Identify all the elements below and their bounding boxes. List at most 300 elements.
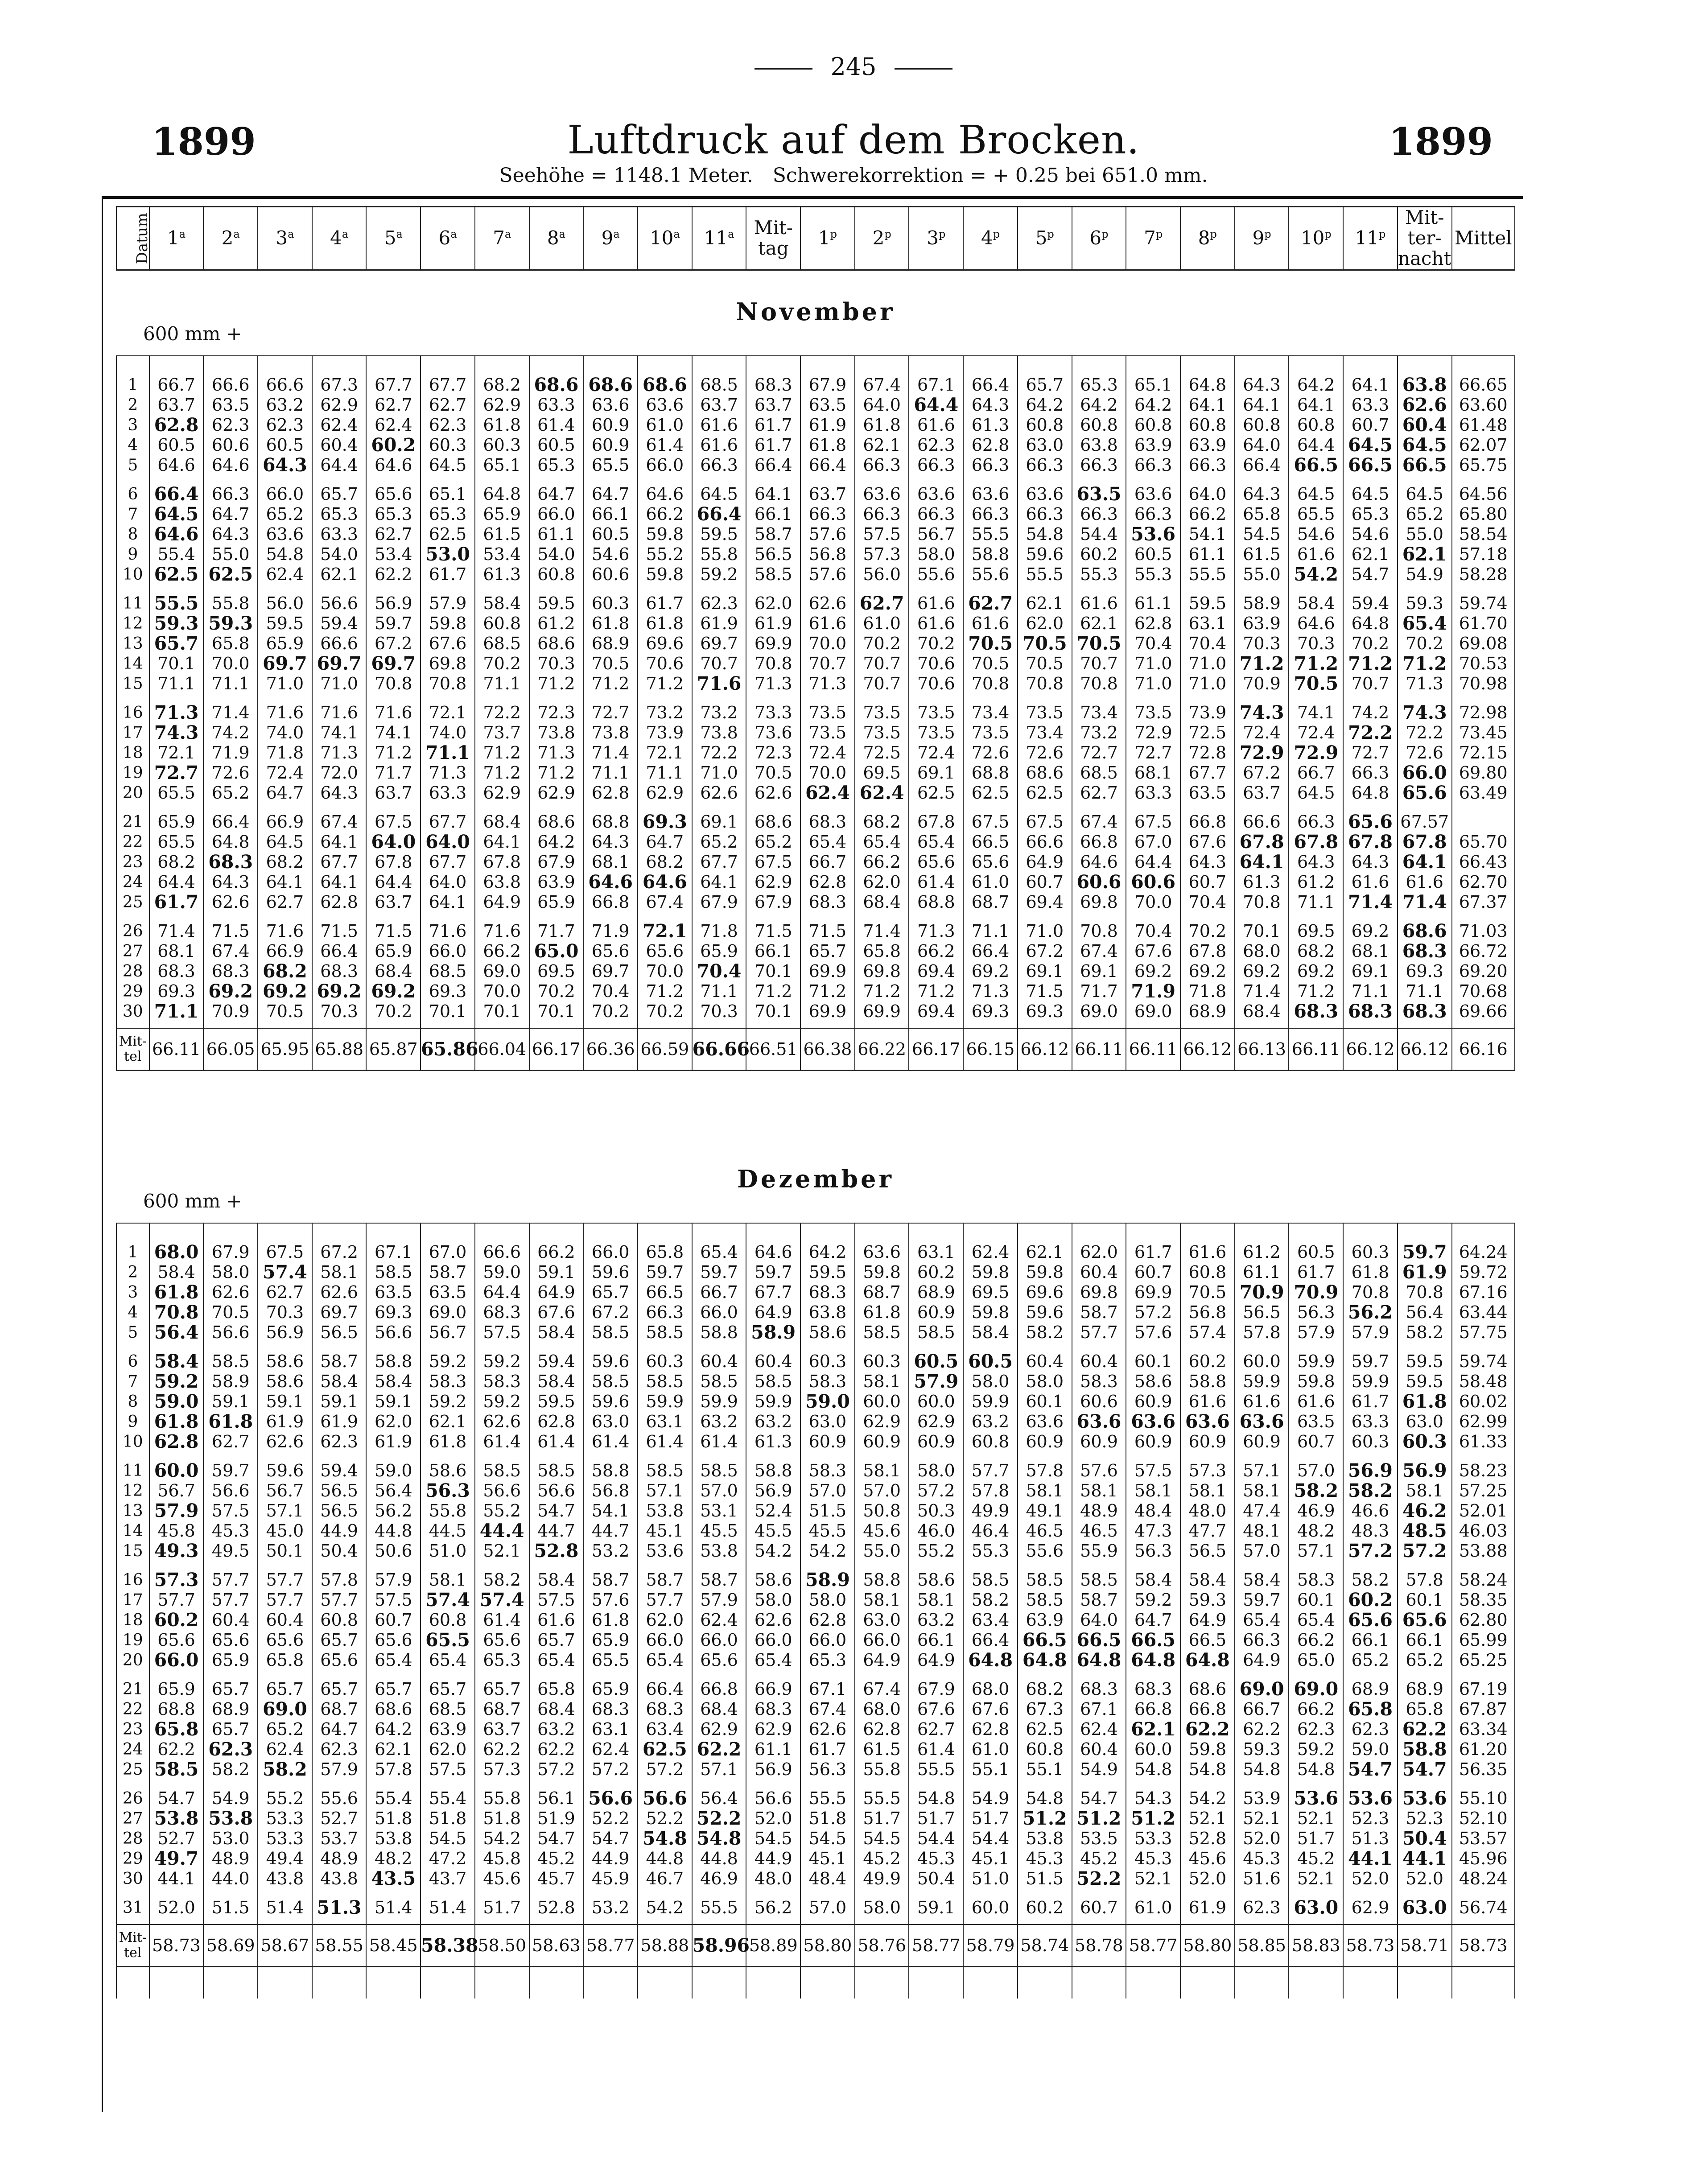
data-cell	[855, 1786, 909, 1895]
value: 69.9	[808, 961, 847, 981]
page-number: 245	[0, 53, 1707, 81]
day-number: 29	[122, 1849, 143, 1868]
value: 61.8	[863, 415, 901, 435]
value: 68.9	[1406, 1679, 1443, 1699]
value: 57.7	[646, 1590, 684, 1610]
value: 60.3	[1351, 1431, 1390, 1451]
value: 58.8	[375, 1351, 412, 1371]
data-cell	[746, 1786, 800, 1895]
value: 71.5	[808, 921, 847, 941]
value: 71.9	[211, 742, 250, 762]
value: 62.70	[1459, 872, 1508, 892]
value: 68.5	[1080, 762, 1118, 783]
data-cell	[909, 919, 963, 1028]
data-cell	[1343, 1240, 1398, 1349]
value: 66.5	[1402, 454, 1447, 476]
value: 60.5	[266, 435, 304, 455]
data-cell	[963, 482, 1018, 591]
value: 66.8	[700, 1679, 738, 1699]
data-cell	[583, 591, 638, 700]
data-cell	[963, 1677, 1018, 1786]
value: 64.6	[375, 455, 412, 475]
value: 69.2	[1297, 961, 1335, 981]
value: 50.1	[266, 1541, 304, 1561]
value: 56.9	[375, 593, 412, 613]
value: 62.3	[320, 1431, 358, 1451]
value: 48.24	[1459, 1868, 1508, 1888]
data-cell	[1398, 482, 1452, 591]
value: 60.5	[1297, 1242, 1335, 1262]
value: 62.2	[1243, 1719, 1281, 1739]
value: 47.3	[1134, 1521, 1172, 1541]
value: 66.1	[754, 504, 792, 524]
value: 62.4	[1080, 1719, 1118, 1739]
data-cell	[800, 1786, 855, 1895]
value: 67.4	[320, 812, 358, 832]
data-cell	[149, 1458, 204, 1567]
value: 62.1	[320, 564, 358, 584]
value: 70.7	[863, 653, 901, 673]
value: 56.2	[1348, 1301, 1393, 1323]
value: 69.0	[1239, 1678, 1284, 1700]
value: 63.5	[1076, 483, 1122, 505]
value: 56.6	[588, 1787, 633, 1809]
value: 60.4	[754, 1351, 792, 1371]
value: 62.4	[320, 415, 358, 435]
value: 65.3	[1080, 375, 1118, 395]
value: 59.1	[537, 1262, 575, 1282]
value: 63.6	[917, 484, 955, 504]
value: 65.0	[1297, 1650, 1335, 1670]
day-cell	[116, 1458, 149, 1567]
value: 62.1	[1351, 544, 1390, 564]
data-cell	[583, 1677, 638, 1786]
value: 55.5	[700, 1897, 738, 1917]
value: 59.5	[266, 613, 304, 633]
column-header: Mit- ter- nacht	[1398, 206, 1451, 270]
value: 70.4	[1134, 633, 1172, 653]
value: 61.1	[537, 524, 575, 544]
value: 63.9	[1188, 435, 1227, 455]
data-cell	[638, 372, 692, 482]
column-header: 1$^a$	[149, 207, 204, 270]
value: 65.6	[483, 1630, 521, 1650]
value: 60.9	[1134, 1431, 1172, 1451]
value: 69.6	[1026, 1282, 1064, 1302]
data-cell	[475, 1786, 529, 1895]
value: 64.0	[371, 831, 416, 853]
value: 71.1	[1351, 981, 1390, 1001]
value: 67.4	[863, 1679, 901, 1699]
value: 59.7	[1351, 1351, 1390, 1371]
value: 60.4	[1402, 414, 1447, 436]
table-row-group	[116, 1240, 1515, 1349]
value: 67.7	[429, 852, 467, 872]
data-cell	[529, 1786, 584, 1895]
value: 62.1	[1026, 1242, 1064, 1262]
value: 53.4	[483, 544, 521, 564]
value: 65.6	[211, 1630, 250, 1650]
value: 74.3	[154, 721, 199, 743]
value: 43.8	[320, 1868, 358, 1888]
day-number: 18	[122, 743, 143, 762]
value: 54.7	[1402, 1758, 1447, 1780]
value: 54.6	[591, 544, 630, 564]
data-cell	[529, 1240, 584, 1349]
value: 66.2	[1297, 1630, 1335, 1650]
value: 67.7	[320, 852, 358, 872]
value: 46.5	[1026, 1521, 1064, 1541]
value: 57.9	[914, 1370, 959, 1392]
value: 62.7	[211, 1431, 250, 1451]
value: 64.1	[1239, 851, 1284, 873]
value: 60.2	[1188, 1351, 1227, 1371]
data-cell	[203, 1458, 258, 1567]
value: 61.0	[646, 415, 684, 435]
value: 72.7	[1351, 742, 1390, 762]
value: 60.1	[1297, 1590, 1335, 1610]
data-cell	[1235, 1458, 1289, 1567]
mean-cell: 66.11	[1072, 1028, 1126, 1071]
value: 71.3	[429, 762, 467, 783]
value: 57.8	[1406, 1570, 1443, 1590]
value: 59.9	[754, 1391, 792, 1411]
data-cell	[1343, 809, 1398, 919]
value: 63.6	[1076, 1410, 1122, 1432]
value: 59.2	[483, 1351, 521, 1371]
value: 71.7	[537, 921, 575, 941]
value: 58.48	[1459, 1371, 1508, 1391]
data-cell	[1126, 591, 1180, 700]
data-cell	[638, 919, 692, 1028]
value: 67.16	[1459, 1282, 1508, 1302]
day-cell	[116, 1567, 149, 1677]
data-cell	[149, 1895, 204, 1924]
column-header: 4$^p$	[963, 207, 1018, 270]
value: 64.4	[320, 455, 358, 475]
value: 64.3	[971, 395, 1010, 415]
value: 69.7	[320, 1302, 358, 1322]
data-cell	[149, 700, 204, 809]
value: 61.6	[1243, 1391, 1281, 1411]
value: 59.1	[917, 1897, 955, 1917]
value: 62.0	[863, 872, 901, 892]
value: 71.3	[917, 921, 955, 941]
data-cell	[1235, 1240, 1289, 1349]
value: 65.4	[375, 1650, 412, 1670]
day-number: 22	[122, 1700, 143, 1718]
value: 70.98	[1459, 673, 1508, 693]
value: 61.2	[1297, 872, 1335, 892]
value: 60.8	[1188, 415, 1227, 435]
value: 63.2	[537, 1719, 575, 1739]
value: 70.7	[808, 653, 847, 673]
value: 66.4	[971, 941, 1010, 961]
value: 61.6	[971, 613, 1010, 633]
value: 71.2	[1297, 981, 1335, 1001]
value: 61.6	[1351, 872, 1390, 892]
data-cell	[1398, 700, 1452, 809]
data-cell	[692, 1458, 746, 1567]
value: 72.4	[917, 742, 955, 762]
value: 69.2	[317, 980, 362, 1002]
value: 48.0	[754, 1868, 792, 1888]
value: 57.9	[700, 1590, 738, 1610]
value: 65.3	[429, 504, 467, 524]
day-number: 11	[122, 1461, 143, 1480]
value: 73.5	[1026, 702, 1064, 722]
value: 61.4	[917, 872, 955, 892]
value: 70.5	[1076, 632, 1122, 654]
value: 62.0	[646, 1610, 684, 1630]
data-cell	[1289, 591, 1343, 700]
data-cell	[475, 482, 529, 591]
value: 60.8	[1134, 415, 1172, 435]
value: 57.1	[1243, 1460, 1281, 1480]
value: 61.6	[1080, 593, 1118, 613]
value: 69.3	[1406, 961, 1443, 981]
data-cell	[1452, 1567, 1515, 1677]
value: 59.7	[211, 1460, 250, 1480]
data-cell	[203, 1240, 258, 1349]
value: 64.1	[266, 872, 304, 892]
value: 58.4	[1134, 1570, 1172, 1590]
data-cell	[366, 1786, 421, 1895]
value: 57.8	[375, 1759, 412, 1779]
value: 67.57	[1400, 812, 1449, 832]
value: 54.0	[537, 544, 575, 564]
data-cell	[1398, 1567, 1452, 1677]
value: 48.4	[1134, 1500, 1172, 1521]
value: 56.9	[1402, 1459, 1447, 1481]
value: 66.0	[429, 941, 467, 961]
value: 68.5	[483, 633, 521, 653]
month-header-row	[116, 1138, 1515, 1223]
value: 69.5	[1297, 921, 1335, 941]
value: 62.5	[971, 783, 1010, 803]
value: 55.6	[971, 564, 1010, 584]
value: 66.7	[700, 1282, 738, 1302]
value: 57.7	[211, 1590, 250, 1610]
value: 45.1	[971, 1848, 1010, 1868]
value: 58.7	[1080, 1590, 1118, 1610]
value: 53.0	[425, 543, 470, 565]
value: 58.5	[754, 564, 792, 584]
value: 63.3	[1134, 783, 1172, 803]
value: 60.7	[375, 1610, 412, 1630]
value: 71.2	[646, 673, 684, 693]
value: 60.6	[211, 435, 250, 455]
day-number: 21	[122, 812, 143, 831]
value: 64.1	[1243, 395, 1281, 415]
value: 68.6	[1188, 1679, 1227, 1699]
value: 68.6	[642, 374, 687, 396]
value: 65.7	[211, 1719, 250, 1739]
mean-cell: 58.77	[909, 1924, 963, 1967]
value: 59.1	[266, 1391, 304, 1411]
value: 63.2	[266, 395, 304, 415]
value: 71.3	[1406, 673, 1443, 693]
value: 59.2	[154, 1370, 199, 1392]
value: 60.8	[1026, 1739, 1064, 1759]
value: 58.4	[320, 1371, 358, 1391]
day-number: 15	[122, 1541, 143, 1560]
value: 59.5	[808, 1262, 847, 1282]
value: 74.1	[320, 722, 358, 742]
day-number: 12	[122, 614, 143, 633]
data-cell	[366, 1458, 421, 1567]
value: 66.4	[1243, 455, 1281, 475]
value: 59.2	[700, 564, 738, 584]
value: 54.8	[266, 544, 304, 564]
value: 65.7	[429, 1679, 467, 1699]
mean-cell: 66.36	[583, 1028, 638, 1071]
value: 65.80	[1459, 504, 1508, 524]
value: 54.7	[537, 1500, 575, 1521]
value: 65.3	[808, 1650, 847, 1670]
value: 61.4	[537, 1431, 575, 1451]
data-cell	[746, 1567, 800, 1677]
value: 52.1	[483, 1541, 521, 1561]
value: 73.7	[483, 722, 521, 742]
data-cell	[1180, 1895, 1235, 1924]
value: 51.7	[971, 1808, 1010, 1828]
value: 60.7	[1026, 872, 1064, 892]
value: 59.74	[1459, 593, 1508, 613]
value: 56.0	[863, 564, 901, 584]
value: 67.7	[700, 852, 738, 872]
value: 53.8	[375, 1828, 412, 1848]
value: 69.3	[642, 811, 687, 832]
value: 62.4	[266, 1739, 304, 1759]
value: 69.3	[157, 981, 195, 1001]
mean-cell: 66.05	[203, 1028, 258, 1071]
data-cell	[638, 1567, 692, 1677]
value: 60.1	[1026, 1391, 1064, 1411]
value: 55.5	[863, 1788, 901, 1808]
value: 65.2	[1406, 504, 1443, 524]
value: 70.7	[863, 673, 901, 693]
value: 58.7	[320, 1351, 358, 1371]
value: 69.2	[971, 961, 1010, 981]
value: 62.4	[375, 415, 412, 435]
value: 66.9	[266, 812, 304, 832]
value: 68.2	[1297, 941, 1335, 961]
value: 73.9	[1188, 702, 1227, 722]
value: 60.4	[1080, 1262, 1118, 1282]
value: 54.8	[1134, 1759, 1172, 1779]
value: 48.1	[1243, 1521, 1281, 1541]
data-cell	[1289, 809, 1343, 919]
value: 59.9	[1351, 1371, 1390, 1391]
value: 67.2	[375, 633, 412, 653]
value: 58.5	[483, 1460, 521, 1480]
value: 44.1	[1348, 1847, 1393, 1869]
day-number: 28	[122, 962, 143, 981]
data-cell	[746, 919, 800, 1028]
data-cell	[800, 919, 855, 1028]
value: 45.2	[1080, 1848, 1118, 1868]
value: 69.2	[1351, 921, 1390, 941]
value: 44.8	[700, 1848, 738, 1868]
value: 62.2	[157, 1739, 195, 1759]
data-cell	[1180, 1458, 1235, 1567]
data-cell	[1180, 1786, 1235, 1895]
column-header: 8$^a$	[529, 207, 584, 270]
data-cell	[855, 372, 909, 482]
value: 73.2	[700, 702, 738, 722]
data-cell	[963, 1567, 1018, 1677]
value: 62.4	[859, 782, 904, 804]
value: 72.6	[971, 742, 1010, 762]
data-cell	[1398, 1240, 1452, 1349]
value: 52.2	[591, 1808, 630, 1828]
value: 60.3	[483, 435, 521, 455]
value: 60.8	[429, 1610, 467, 1630]
column-header: 3$^p$	[909, 207, 963, 270]
data-cell	[366, 919, 421, 1028]
value: 66.3	[863, 504, 901, 524]
value: 54.5	[754, 1828, 792, 1848]
value: 63.4	[971, 1610, 1010, 1630]
value: 63.8	[808, 1302, 847, 1322]
value: 66.4	[646, 1679, 684, 1699]
day-number: 24	[122, 1740, 143, 1759]
value: 59.9	[1243, 1371, 1281, 1391]
value: 53.6	[1348, 1787, 1393, 1809]
mean-cell: 66.11	[1126, 1028, 1180, 1071]
value: 69.8	[1080, 1282, 1118, 1302]
value: 61.1	[1243, 1262, 1281, 1282]
value: 61.0	[971, 872, 1010, 892]
value: 59.3	[1243, 1739, 1281, 1759]
value: 68.2	[1026, 1679, 1064, 1699]
value: 58.23	[1459, 1460, 1508, 1480]
value: 64.3	[320, 783, 358, 803]
value: 70.0	[646, 961, 684, 981]
value: 45.2	[1297, 1848, 1335, 1868]
data-cell	[1126, 919, 1180, 1028]
value: 60.6	[1131, 871, 1176, 893]
value: 64.9	[1188, 1610, 1227, 1630]
day-cell	[116, 1895, 149, 1924]
value: 58.0	[917, 1460, 955, 1480]
value: 51.2	[1131, 1807, 1176, 1829]
value: 61.7	[154, 891, 199, 913]
value: 66.9	[266, 941, 304, 961]
value: 71.2	[591, 673, 630, 693]
value: 65.2	[266, 1719, 304, 1739]
month-title: Dezember	[737, 1164, 894, 1193]
value: 71.6	[375, 702, 412, 722]
value: 64.5	[266, 832, 304, 852]
value: 60.4	[320, 435, 358, 455]
value: 55.8	[863, 1759, 901, 1779]
data-cell	[1398, 809, 1452, 919]
table-row-group	[116, 1677, 1515, 1786]
value: 56.8	[591, 1480, 630, 1500]
value: 59.9	[646, 1391, 684, 1411]
day-number: 17	[122, 723, 143, 742]
value: 66.1	[591, 504, 630, 524]
value: 69.2	[208, 980, 253, 1002]
value: 57.7	[320, 1590, 358, 1610]
value: 70.8	[429, 673, 467, 693]
value: 55.3	[1080, 564, 1118, 584]
value: 66.72	[1459, 941, 1508, 961]
mean-cell: 66.12	[1018, 1028, 1072, 1071]
value: 61.0	[1134, 1897, 1172, 1917]
